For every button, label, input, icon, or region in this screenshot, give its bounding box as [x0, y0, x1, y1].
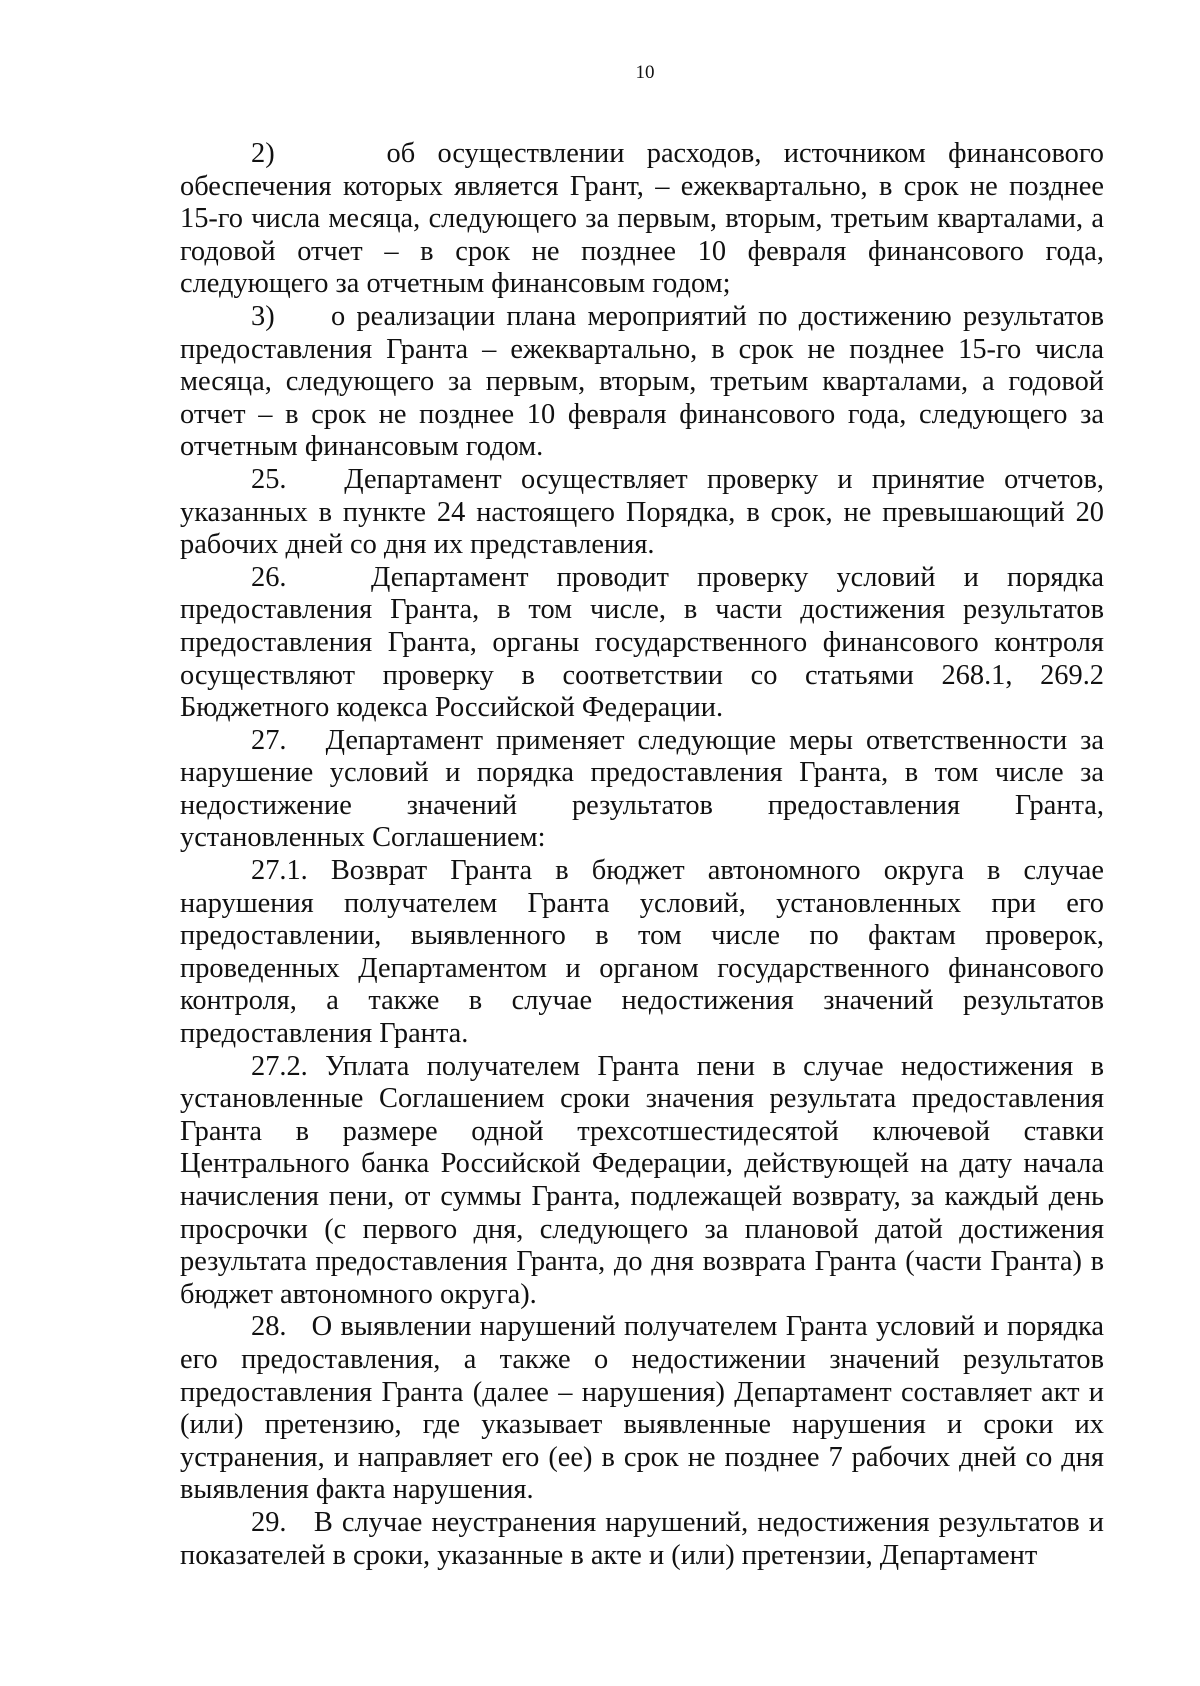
- paragraph-28: 28. О выявлении нарушений получателем Гранта условий и порядка его предоставления, а также о недостижении значений результатов предоставления Гранта (далее – нарушения) Департамент составляет акт и (или) претензию, где указывает выявленные нарушения и сроки их устранения, и направляет его (ее) в срок не позднее 7 рабочих дней со дня выявления факта нарушения.: [180, 1311, 1104, 1506]
- document-body: [180, 138, 1104, 1572]
- paragraph-27: 27. Департамент применяет следующие меры ответственности за нарушение условий и порядка предоставления Гранта, в том числе за недостижение значений результатов предоставления Гранта, установленных Соглашением:: [180, 724, 1104, 854]
- paragraph-item-2: 2) об осуществлении расходов, источником финансового обеспечения которых является Грант, – ежеквартально, в срок не позднее 15-го числа месяца, следующего за первым, вторым, третьим кварталами, а годовой отчет – в срок не позднее 10 февраля финансового года, следующего за отчетным финансовым годом;: [180, 138, 1104, 300]
- paragraph-item-3: 3) о реализации плана мероприятий по достижению результатов предоставления Гранта – ежеквартально, в срок не позднее 15-го числа месяца, следующего за первым, вторым, третьим кварталами, а годовой отчет – в срок не позднее 10 февраля финансового года, следующего за отчетным финансовым годом.: [180, 300, 1104, 463]
- paragraph-29: 29. В случае неустранения нарушений, недостижения результатов и показателей в сроки, указанные в акте и (или) претензии, Департамент: [180, 1506, 1104, 1571]
- paragraph-25: 25. Департамент осуществляет проверку и принятие отчетов, указанных в пункте 24 настоящего Порядка, в срок, не превышающий 20 рабочих дней со дня их представления.: [180, 463, 1104, 561]
- page-number: 10: [635, 62, 655, 83]
- paragraph-27-1: 27.1. Возврат Гранта в бюджет автономного округа в случае нарушения получателем Гранта условий, установленных при его предоставлении, выявленного в том числе по фактам проверок, проведенных Департаментом и органом государственного финансового контроля, а также в случае недостижения значений результатов предоставления Гранта.: [180, 855, 1104, 1050]
- paragraph-27-2: 27.2. Уплата получателем Гранта пени в случае недостижения в установленные Соглашением сроки значения результата предоставления Гранта в размере одной трехсотшестидесятой ключевой ставки Центрального банка Российской Федерации, действующей на дату начала начисления пени, от суммы Гранта, подлежащей возврату, за каждый день просрочки (с первого дня, следующего за плановой датой достижения результата предоставления Гранта, до дня возврата Гранта (части Гранта) в бюджет автономного округа).: [180, 1050, 1104, 1310]
- paragraph-26: 26. Департамент проводит проверку условий и порядка предоставления Гранта, в том числе, в части достижения результатов предоставления Гранта, органы государственного финансового контроля осуществляют проверку в соответствии со статьями 268.1, 269.2 Бюджетного кодекса Российской Федерации.: [180, 561, 1104, 724]
